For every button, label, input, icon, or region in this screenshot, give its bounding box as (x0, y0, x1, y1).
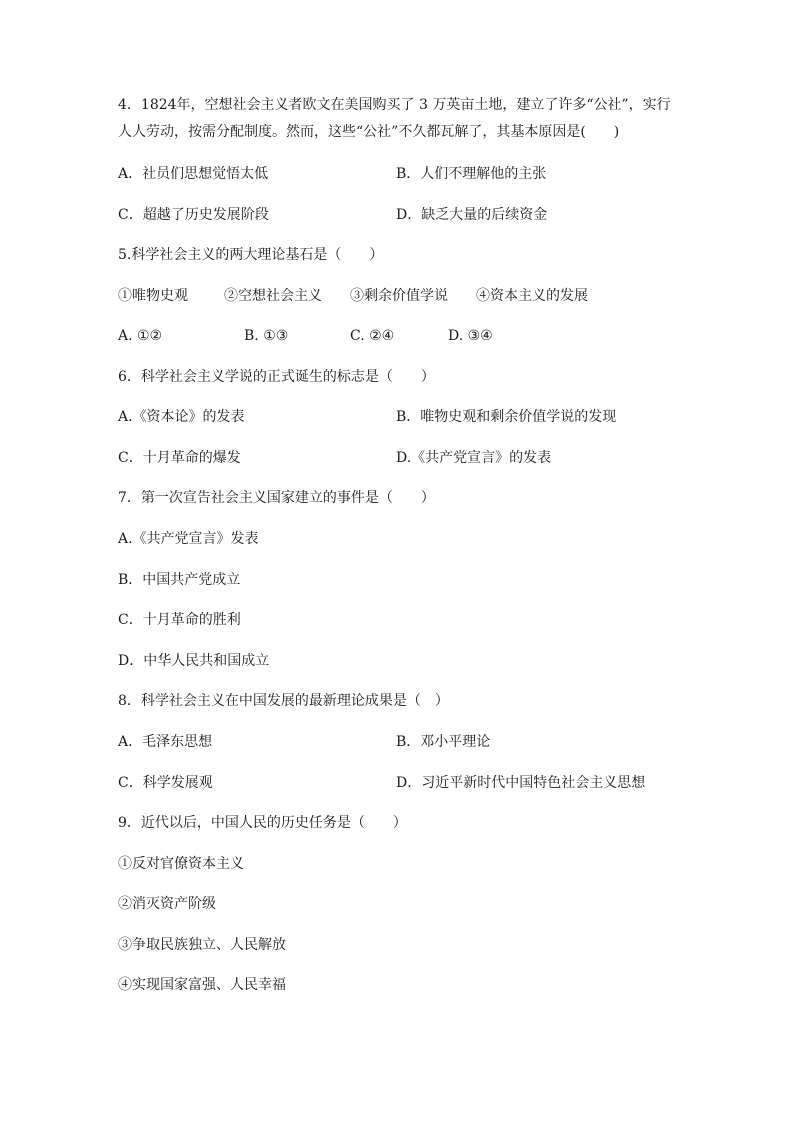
q4-stem-line2: 人人劳动，按需分配制度。然而，这些“公社”不久都瓦解了，其基本原因是( ) (118, 124, 620, 140)
q4-option-a: A．社员们思想觉悟太低 (118, 166, 269, 182)
q9-item-1: ①反对官僚资本主义 (118, 856, 244, 872)
q6-option-b: B．唯物史观和剩余价值学说的发现 (396, 409, 617, 425)
q5-option-b: B. ①③ (244, 328, 289, 344)
q9-stem: 9．近代以后，中国人民的历史任务是（ ） (118, 815, 407, 831)
q9-item-2: ②消灭资产阶级 (118, 896, 216, 912)
q8-option-d: D．习近平新时代中国特色社会主义思想 (396, 775, 646, 791)
q6-option-d: D.《共产党宣言》的发表 (396, 450, 552, 466)
q8-option-a: A．毛泽东思想 (118, 734, 213, 750)
q8-option-b: B．邓小平理论 (396, 734, 491, 750)
q6-option-c: C．十月革命的爆发 (118, 450, 241, 466)
q5-option-c: C. ②④ (350, 328, 395, 344)
q4-option-b: B．人们不理解他的主张 (396, 166, 547, 182)
q5-stem: 5.科学社会主义的两大理论基石是（ ） (118, 247, 384, 263)
q5-option-a: A. ①② (118, 328, 163, 344)
q7-stem: 7．第一次宣告社会主义国家建立的事件是（ ） (118, 490, 435, 506)
q5-item-2: ②空想社会主义 (224, 288, 322, 304)
q9-item-3: ③争取民族独立、人民解放 (118, 937, 286, 953)
q5-option-d: D. ③④ (448, 328, 493, 344)
q5-item-4: ④资本主义的发展 (476, 288, 588, 304)
q9-item-4: ④实现国家富强、人民幸福 (118, 977, 286, 993)
q7-option-d: D．中华人民共和国成立 (118, 653, 270, 669)
q4-stem-line1: 4．1824年，空想社会主义者欧文在美国购买了 3 万英亩土地，建立了许多“公社”，实行 (118, 97, 671, 113)
q7-option-c: C．十月革命的胜利 (118, 612, 241, 628)
q6-stem: 6．科学社会主义学说的正式诞生的标志是（ ） (118, 369, 435, 385)
q7-option-b: B．中国共产党成立 (118, 572, 241, 588)
q5-item-1: ①唯物史观 (118, 288, 188, 304)
q4-option-c: C．超越了历史发展阶段 (118, 207, 269, 223)
q7-option-a: A.《共产党宣言》发表 (118, 531, 259, 547)
q6-option-a: A.《资本论》的发表 (118, 409, 245, 425)
q5-item-3: ③剩余价值学说 (350, 288, 448, 304)
q8-option-c: C．科学发展观 (118, 775, 213, 791)
q8-stem: 8．科学社会主义在中国发展的最新理论成果是（ ） (118, 693, 449, 709)
q4-option-d: D．缺乏大量的后续资金 (396, 207, 548, 223)
